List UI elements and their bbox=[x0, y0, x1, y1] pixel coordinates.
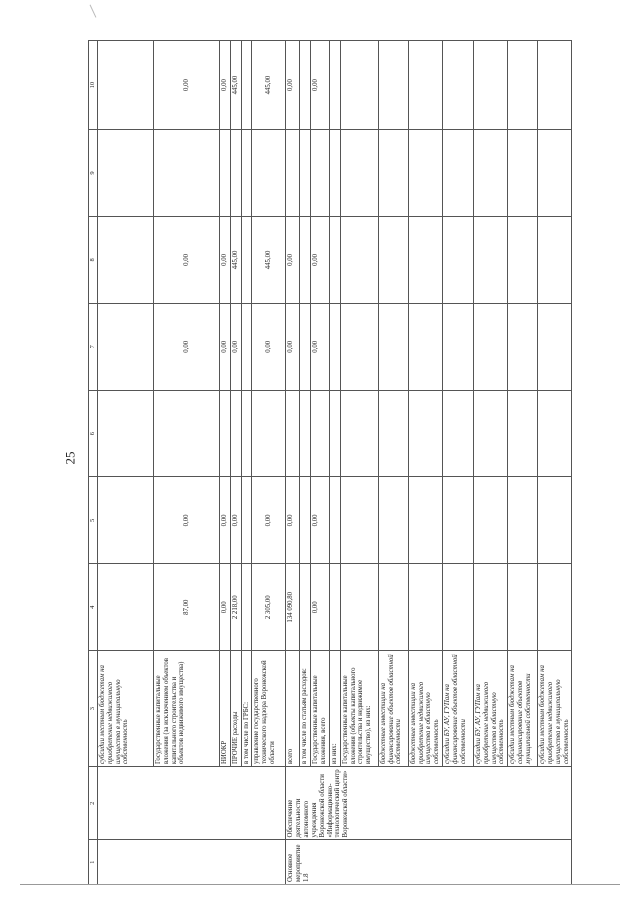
value-cell-c7 bbox=[378, 303, 408, 390]
value-cell-c9 bbox=[378, 130, 408, 217]
value-cell-c9 bbox=[241, 130, 252, 217]
scan-artifact bbox=[90, 0, 106, 17]
col-header-10: 10 bbox=[89, 41, 98, 130]
value-cell-c10 bbox=[408, 41, 442, 130]
col-header-1: 1 bbox=[89, 840, 98, 885]
item-name-cell: Государственные капитальные вложения, всего bbox=[311, 651, 330, 767]
value-cell-c9 bbox=[408, 130, 442, 217]
value-cell-c8 bbox=[508, 216, 538, 303]
header-row bbox=[89, 41, 98, 885]
value-cell-c6 bbox=[241, 390, 252, 477]
value-cell-c6 bbox=[220, 390, 231, 477]
table-row bbox=[154, 41, 220, 885]
col-header-6: 6 bbox=[89, 390, 98, 477]
value-cell-c5: 0,00 bbox=[286, 477, 300, 564]
col-header-5: 5 bbox=[89, 477, 98, 564]
table-row bbox=[408, 41, 442, 885]
value-cell-c8: 0,00 bbox=[311, 216, 330, 303]
value-cell-c5: 0,00 bbox=[230, 477, 241, 564]
value-cell-c10: 0,00 bbox=[286, 41, 300, 130]
value-cell-c4: 134 090,80 bbox=[286, 564, 300, 651]
value-cell-c9 bbox=[230, 130, 241, 217]
value-cell-c5 bbox=[442, 477, 473, 564]
value-cell-c7: 0,00 bbox=[286, 303, 300, 390]
value-cell-c7 bbox=[300, 303, 311, 390]
value-cell-c5 bbox=[538, 477, 572, 564]
col-header-7: 7 bbox=[89, 303, 98, 390]
value-cell-c4: 2 218,00 bbox=[230, 564, 241, 651]
value-cell-c5: 0,00 bbox=[220, 477, 231, 564]
value-cell-c8 bbox=[408, 216, 442, 303]
value-cell-c6 bbox=[473, 390, 507, 477]
value-cell-c10: 0,00 bbox=[311, 41, 330, 130]
value-cell-c8 bbox=[98, 216, 154, 303]
item-name-cell: субсидии местным бюджетам на приобретение недвижимого имущества в муниципальную собственность bbox=[538, 651, 572, 767]
value-cell-c8: 0,00 bbox=[286, 216, 300, 303]
value-cell-c6 bbox=[378, 390, 408, 477]
event-code-cell bbox=[98, 840, 286, 885]
page-edge-line bbox=[20, 884, 620, 885]
value-cell-c9 bbox=[220, 130, 231, 217]
col-header-9: 9 bbox=[89, 130, 98, 217]
value-cell-c5 bbox=[408, 477, 442, 564]
value-cell-c6 bbox=[311, 390, 330, 477]
value-cell-c4 bbox=[408, 564, 442, 651]
table-row bbox=[98, 41, 154, 885]
item-name-cell: субсидии БУ, АУ, ГУПам на приобретение недвижимого имущества в областную собственность bbox=[473, 651, 507, 767]
event-description-cell bbox=[98, 766, 286, 839]
value-cell-c5 bbox=[300, 477, 311, 564]
value-cell-c9 bbox=[329, 130, 340, 217]
table-body bbox=[98, 41, 572, 885]
value-cell-c8: 0,00 bbox=[154, 216, 220, 303]
item-name-cell: субсидии местным бюджетам на софинансирование объектов муниципальной собственности bbox=[508, 651, 538, 767]
value-cell-c7 bbox=[508, 303, 538, 390]
col-header-3: 3 bbox=[89, 651, 98, 767]
value-cell-c9 bbox=[252, 130, 286, 217]
item-name-cell: в том числе по статьям расходов: bbox=[300, 651, 311, 767]
table-row bbox=[252, 41, 286, 885]
value-cell-c10 bbox=[241, 41, 252, 130]
value-cell-c8 bbox=[340, 216, 378, 303]
value-cell-c4 bbox=[241, 564, 252, 651]
value-cell-c7: 0,00 bbox=[154, 303, 220, 390]
value-cell-c10 bbox=[508, 41, 538, 130]
col-header-8: 8 bbox=[89, 216, 98, 303]
value-cell-c9 bbox=[154, 130, 220, 217]
value-cell-c7: 0,00 bbox=[311, 303, 330, 390]
table-row bbox=[473, 41, 507, 885]
value-cell-c4 bbox=[329, 564, 340, 651]
value-cell-c4 bbox=[442, 564, 473, 651]
budget-table bbox=[88, 40, 572, 885]
value-cell-c9 bbox=[473, 130, 507, 217]
event-code-cell: Основное мероприятие 1.8 bbox=[286, 840, 572, 885]
value-cell-c6 bbox=[408, 390, 442, 477]
value-cell-c6 bbox=[230, 390, 241, 477]
value-cell-c8 bbox=[538, 216, 572, 303]
value-cell-c10 bbox=[538, 41, 572, 130]
value-cell-c4 bbox=[378, 564, 408, 651]
value-cell-c4 bbox=[300, 564, 311, 651]
value-cell-c6 bbox=[286, 390, 300, 477]
value-cell-c9 bbox=[442, 130, 473, 217]
value-cell-c9 bbox=[538, 130, 572, 217]
value-cell-c10 bbox=[329, 41, 340, 130]
value-cell-c5 bbox=[98, 477, 154, 564]
value-cell-c9 bbox=[98, 130, 154, 217]
value-cell-c4: 2 305,00 bbox=[252, 564, 286, 651]
item-name-cell: ПРОЧИЕ расходы bbox=[230, 651, 241, 767]
item-name-cell: субсидии БУ, АУ, ГУПам на финансирование объектов областной собственности bbox=[442, 651, 473, 767]
value-cell-c4: 0,00 bbox=[220, 564, 231, 651]
value-cell-c10 bbox=[300, 41, 311, 130]
value-cell-c6 bbox=[252, 390, 286, 477]
event-description-cell: Обеспечение деятельности автономного учреждения Воронежской области «Информационно-технологический центр Воронежской области» bbox=[286, 766, 572, 839]
value-cell-c8: 445,00 bbox=[252, 216, 286, 303]
value-cell-c5 bbox=[340, 477, 378, 564]
value-cell-c6 bbox=[340, 390, 378, 477]
table-row bbox=[230, 41, 241, 885]
item-name-cell: Государственные капитальные вложения (за исключением объектов капитального строительства и объектов недвижимого имущества) bbox=[154, 651, 220, 767]
item-name-cell: в том числе по ГРБС: bbox=[241, 651, 252, 767]
item-name-cell: НИОКР bbox=[220, 651, 231, 767]
value-cell-c7 bbox=[241, 303, 252, 390]
value-cell-c6 bbox=[538, 390, 572, 477]
value-cell-c10 bbox=[378, 41, 408, 130]
rotated-table-wrapper bbox=[88, 40, 570, 885]
value-cell-c7 bbox=[538, 303, 572, 390]
value-cell-c7 bbox=[340, 303, 378, 390]
table-row bbox=[241, 41, 252, 885]
value-cell-c8 bbox=[241, 216, 252, 303]
col-header-4: 4 bbox=[89, 564, 98, 651]
value-cell-c6 bbox=[98, 390, 154, 477]
table-row bbox=[300, 41, 311, 885]
item-name-cell: из них: bbox=[329, 651, 340, 767]
value-cell-c4 bbox=[340, 564, 378, 651]
value-cell-c9 bbox=[286, 130, 300, 217]
value-cell-c5 bbox=[473, 477, 507, 564]
value-cell-c4 bbox=[473, 564, 507, 651]
value-cell-c5: 0,00 bbox=[154, 477, 220, 564]
col-header-2: 2 bbox=[89, 766, 98, 839]
item-name-cell: субсидии местным бюджетам на приобретение недвижимого имущества в муниципальную собственность bbox=[98, 651, 154, 767]
value-cell-c8: 445,00 bbox=[230, 216, 241, 303]
table-row bbox=[329, 41, 340, 885]
value-cell-c8 bbox=[329, 216, 340, 303]
value-cell-c10: 0,00 bbox=[154, 41, 220, 130]
item-name-cell: бюджетные инвестиции на приобретение недвижимого имущества в областную собственность bbox=[408, 651, 442, 767]
value-cell-c10 bbox=[98, 41, 154, 130]
value-cell-c7 bbox=[442, 303, 473, 390]
value-cell-c4 bbox=[508, 564, 538, 651]
value-cell-c7: 0,00 bbox=[252, 303, 286, 390]
item-name-cell: всего bbox=[286, 651, 300, 767]
value-cell-c8 bbox=[442, 216, 473, 303]
value-cell-c10 bbox=[442, 41, 473, 130]
value-cell-c6 bbox=[300, 390, 311, 477]
value-cell-c7 bbox=[408, 303, 442, 390]
table-row bbox=[442, 41, 473, 885]
value-cell-c5 bbox=[378, 477, 408, 564]
value-cell-c10: 445,00 bbox=[252, 41, 286, 130]
item-name-cell: бюджетные инвестиции на финансирование объектов областной собственности bbox=[378, 651, 408, 767]
value-cell-c10: 445,00 bbox=[230, 41, 241, 130]
value-cell-c5 bbox=[508, 477, 538, 564]
table-row bbox=[311, 41, 330, 885]
value-cell-c4 bbox=[98, 564, 154, 651]
value-cell-c6 bbox=[508, 390, 538, 477]
value-cell-c10: 0,00 bbox=[220, 41, 231, 130]
value-cell-c7 bbox=[473, 303, 507, 390]
value-cell-c6 bbox=[154, 390, 220, 477]
table-row bbox=[286, 41, 300, 885]
value-cell-c4: 87,00 bbox=[154, 564, 220, 651]
value-cell-c4: 0,00 bbox=[311, 564, 330, 651]
value-cell-c7: 0,00 bbox=[230, 303, 241, 390]
value-cell-c6 bbox=[329, 390, 340, 477]
value-cell-c6 bbox=[442, 390, 473, 477]
value-cell-c5: 0,00 bbox=[311, 477, 330, 564]
table-row bbox=[538, 41, 572, 885]
table-row bbox=[378, 41, 408, 885]
table-row bbox=[340, 41, 378, 885]
value-cell-c8: 0,00 bbox=[220, 216, 231, 303]
value-cell-c4 bbox=[538, 564, 572, 651]
value-cell-c8 bbox=[378, 216, 408, 303]
value-cell-c5: 0,00 bbox=[252, 477, 286, 564]
value-cell-c8 bbox=[473, 216, 507, 303]
page-number: 25 bbox=[62, 451, 78, 465]
value-cell-c5 bbox=[241, 477, 252, 564]
value-cell-c9 bbox=[311, 130, 330, 217]
value-cell-c7 bbox=[329, 303, 340, 390]
value-cell-c10 bbox=[340, 41, 378, 130]
table-row bbox=[220, 41, 231, 885]
value-cell-c7: 0,00 bbox=[220, 303, 231, 390]
value-cell-c10 bbox=[473, 41, 507, 130]
value-cell-c8 bbox=[300, 216, 311, 303]
value-cell-c5 bbox=[329, 477, 340, 564]
value-cell-c9 bbox=[508, 130, 538, 217]
value-cell-c7 bbox=[98, 303, 154, 390]
item-name-cell: управление государственного технического надзора Воронежской области bbox=[252, 651, 286, 767]
value-cell-c9 bbox=[340, 130, 378, 217]
table-row bbox=[508, 41, 538, 885]
item-name-cell: Государственные капитальные вложения (объекты капитального строительства и недвижимое имущество), из них: bbox=[340, 651, 378, 767]
value-cell-c9 bbox=[300, 130, 311, 217]
